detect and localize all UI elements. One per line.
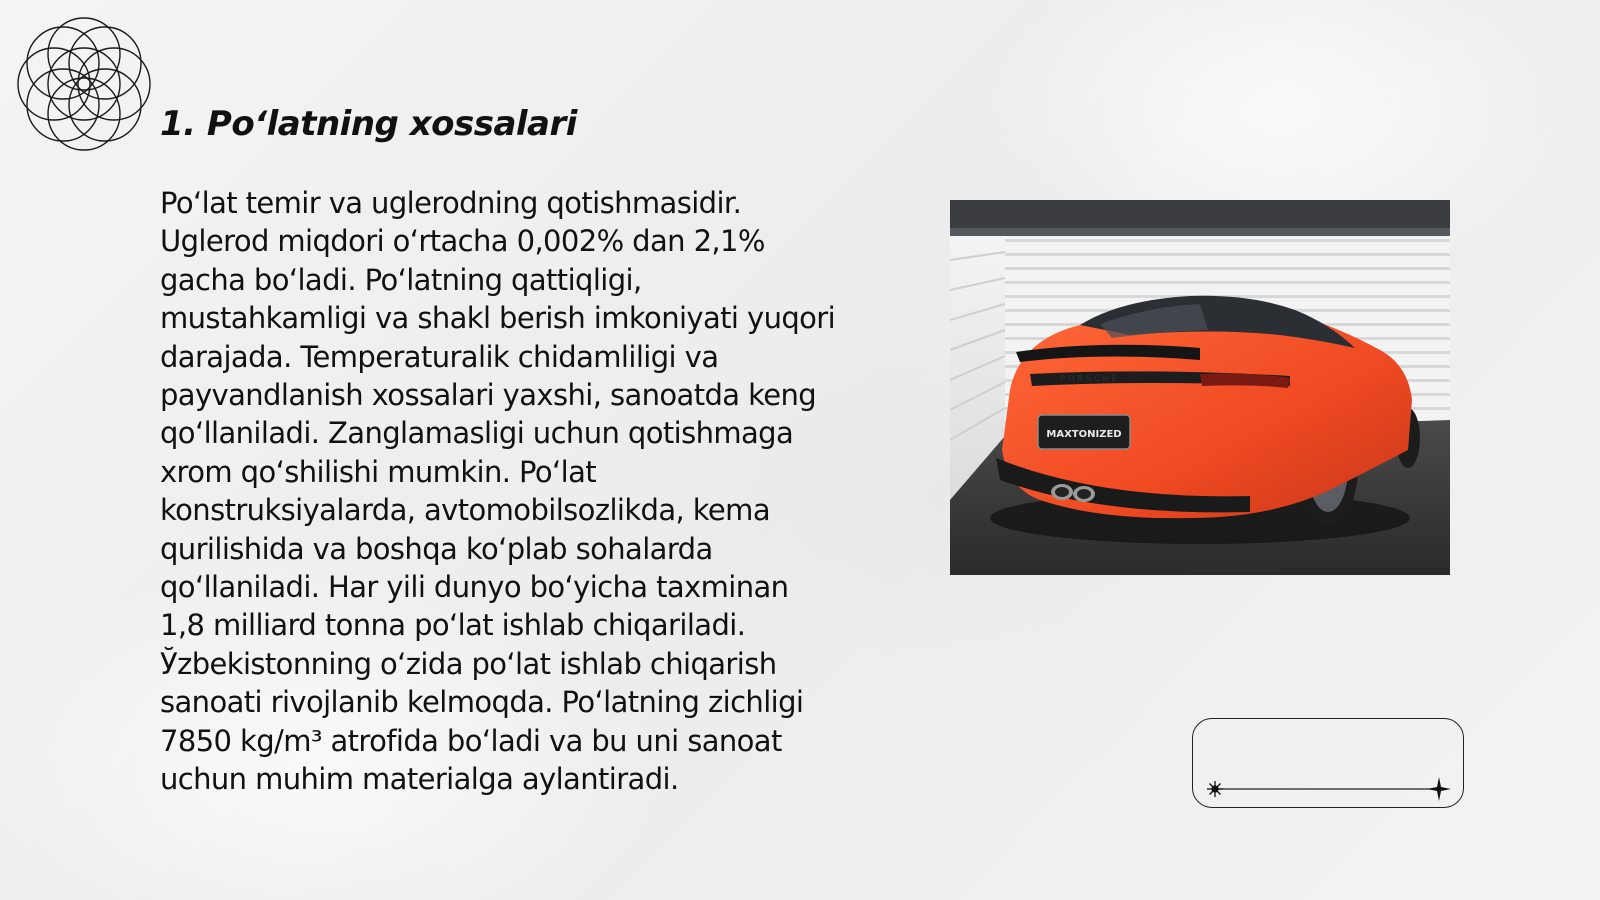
- spirograph-rings-icon: [10, 10, 158, 158]
- decorative-box: [1192, 718, 1464, 808]
- slide-paragraph: Po‘lat temir va uglerodning qotishmasidir. Uglerod miqdori o‘rtacha 0,002% dan 2,1% gacha bo‘ladi. Po‘latning qattiqligi, mustahkamligi va shakl berish imkoniyati yuqori darajada. Temperaturalik chidamliligi va payvandlanish xossalari yaxshi, sanoatda keng qo‘llaniladi. Zanglamasligi uchun qotishmaga xrom qo‘shilishi mumkin. Po‘lat konstruksiyalarda, avtomobilsozlikda, kema qurilishida va boshqa ko‘plab sohalarda qo‘llaniladi. Har yili dunyo bo‘yicha taxminan 1,8 milliard tonna po‘lat ishlab chiqariladi. Ўzbekistonning o‘zida po‘lat ishlab chiqarish sanoati rivojlanib kelmoqda. Po‘latning zichligi 7850 kg/m³ atrofida bo‘ladi va bu uni sanoat uchun muhim materialga aylantiradi.: [160, 186, 836, 797]
- sparkle-icon: [1427, 777, 1451, 801]
- car-photo: [950, 200, 1450, 575]
- slide-title: 1. Po‘latning xossalari: [160, 104, 577, 144]
- plate-text: MAXTONIZED: [1046, 429, 1122, 440]
- badge-text: PORSCHE: [1060, 374, 1120, 383]
- starburst-icon: [1207, 781, 1223, 797]
